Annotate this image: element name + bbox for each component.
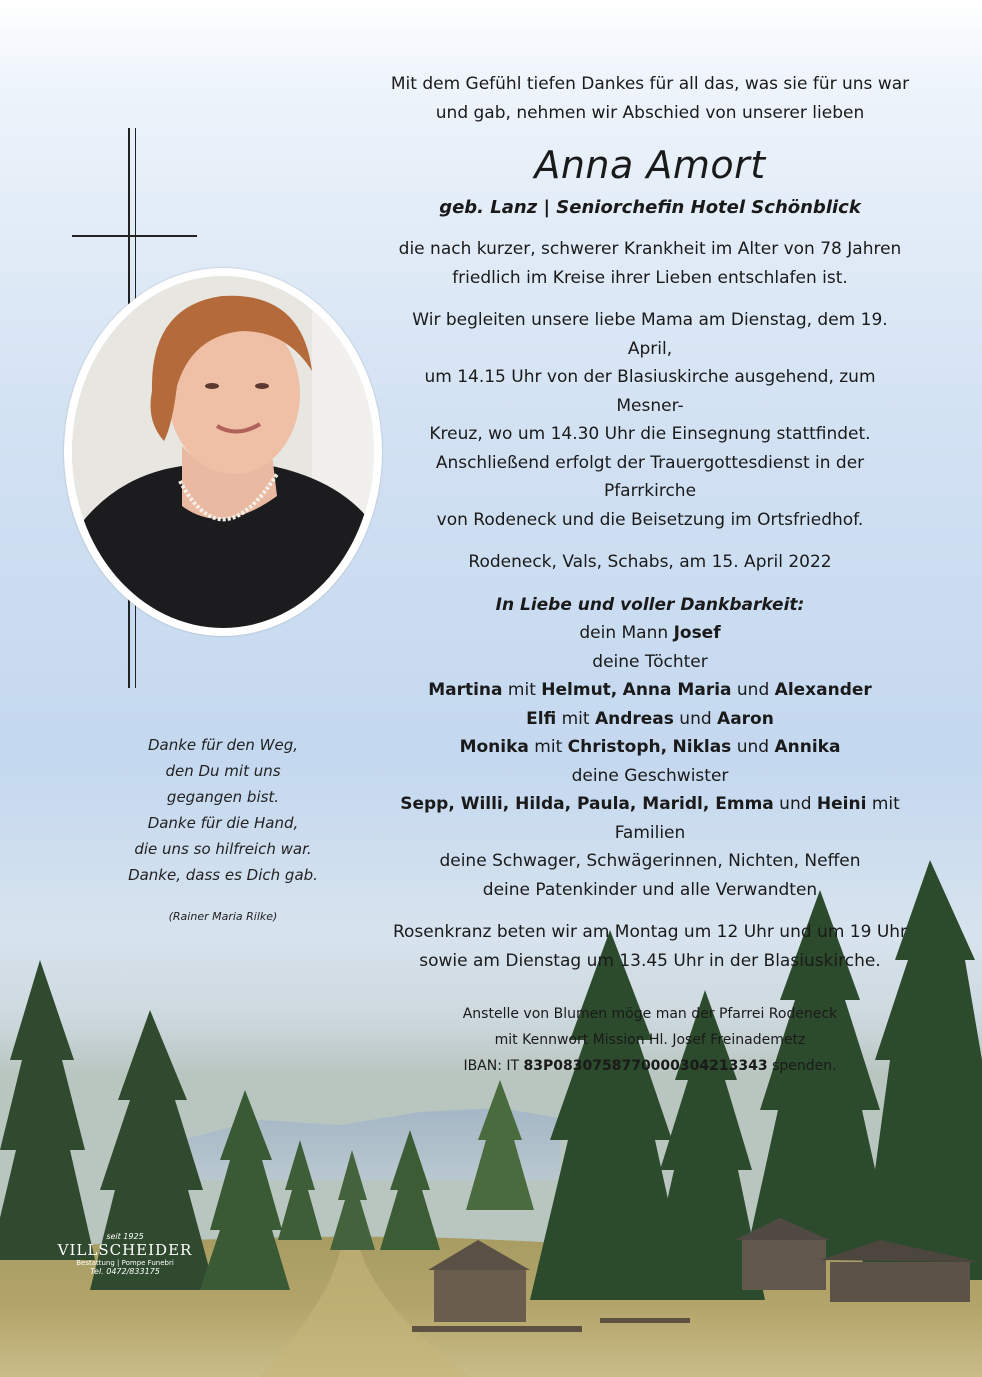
poem-line-4: Danke für die Hand, [147, 814, 299, 832]
rosary-line-2: sowie am Dienstag um 13.45 Uhr in der Blasiuskirche. [419, 950, 881, 971]
intro-line-2: und gab, nehmen wir Abschied von unserer lieben [435, 102, 865, 123]
rosary-line-1: Rosenkranz beten wir am Montag um 12 Uhr und um 19 Uhr [392, 922, 908, 942]
poem-line-6: Danke, dass es Dich gab. [128, 866, 318, 884]
family-line-2: Elfi mit Andreas und Aaron [526, 708, 774, 729]
funeral-line-3: Kreuz, wo um 14.30 Uhr die Einsegnung stattfindet. [429, 424, 871, 444]
logo-subtitle: Bestattung | Pompe Funebri [76, 1259, 174, 1267]
obituary-text [390, 70, 910, 1079]
deceased-name: Anna Amort [534, 143, 766, 187]
poem-line-2: den Du mit uns [165, 762, 281, 780]
deceased-subtitle: geb. Lanz | Seniorchefin Hotel Schönblick [439, 197, 861, 218]
poem-line-3: gegangen bist. [166, 788, 280, 806]
poem-line-5: die uns so hilfreich war. [134, 840, 312, 858]
siblings-label: deine Geschwister [571, 765, 729, 786]
logo-since: seit 1925 [106, 1232, 144, 1241]
poem [118, 732, 328, 930]
poem-author: (Rainer Maria Rilke) [168, 910, 278, 923]
donation-iban-line: IBAN: IT 83P0830758770000304213343 spenden. [463, 1058, 837, 1074]
family-line-1: Martina mit Helmut, Anna Maria und Alexander [428, 680, 872, 700]
funeral-line-4: Anschließend erfolgt der Trauergottesdienst in der Pfarrkirche [435, 452, 865, 501]
death-line-2: friedlich im Kreise ihrer Lieben entschlafen ist. [452, 267, 848, 288]
family-line-3: Monika mit Christoph, Niklas und Annika [459, 737, 841, 757]
siblings-line: Sepp, Willi, Hilda, Paula, Maridl, Emma und Heini mit Familien [400, 794, 900, 843]
donation-line-1: Anstelle von Blumen möge man der Pfarrei Rodeneck [462, 1006, 838, 1022]
logo-brand: VILLSCHEIDER [57, 1241, 193, 1259]
place-date: Rodeneck, Vals, Schabs, am 15. April 2022 [468, 552, 832, 572]
poem-line-1: Danke für den Weg, [147, 736, 299, 754]
logo-phone: Tel. 0472/833175 [90, 1267, 160, 1276]
undertaker-logo [50, 1232, 200, 1276]
death-line-1: die nach kurzer, schwerer Krankheit im Alter von 78 Jahren [398, 239, 902, 259]
husband-line: dein Mann Josef [579, 623, 721, 643]
funeral-line-1: Wir begleiten unsere liebe Mama am Dienstag, dem 19. April, [412, 310, 888, 359]
godchildren-line: deine Patenkinder und alle Verwandten [482, 879, 818, 900]
intro-line-1: Mit dem Gefühl tiefen Dankes für all das, was sie für uns war [390, 74, 910, 94]
mourners-heading: In Liebe und voller Dankbarkeit: [495, 594, 805, 615]
daughters-label: deine Töchter [592, 651, 708, 672]
cross-horizontal-line [72, 235, 197, 237]
funeral-line-2: um 14.15 Uhr von der Blasiuskirche ausgehend, zum Mesner- [424, 367, 876, 416]
in-laws-line: deine Schwager, Schwägerinnen, Nichten, Neffen [439, 851, 861, 871]
funeral-line-5: von Rodeneck und die Beisetzung im Ortsfriedhof. [436, 509, 864, 530]
portrait-photo [72, 276, 374, 628]
donation-line-2: mit Kennwort Mission Hl. Josef Freinademetz [494, 1032, 806, 1048]
